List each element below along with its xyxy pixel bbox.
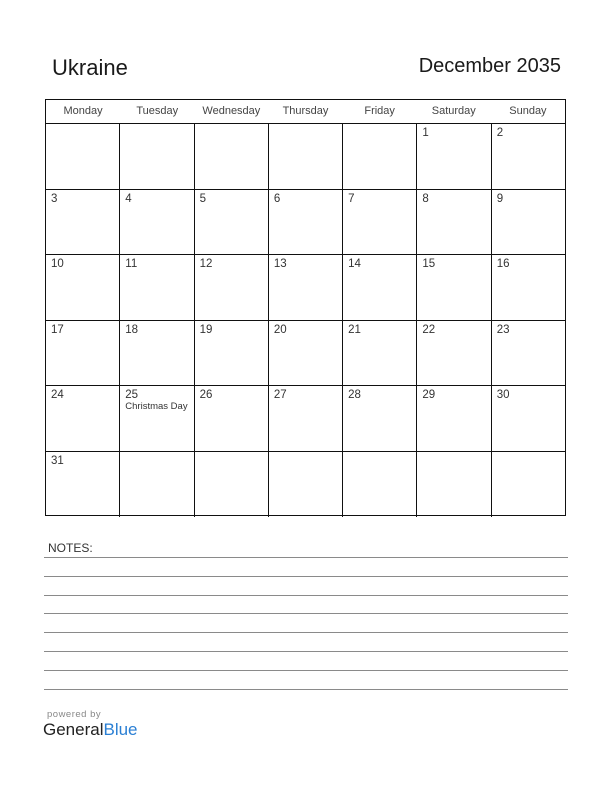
day-number: 10 — [51, 258, 64, 270]
notes-line — [44, 670, 568, 671]
day-cell — [46, 452, 120, 518]
day-number: 2 — [496, 127, 504, 139]
day-cell — [492, 386, 565, 451]
day-cell — [46, 190, 120, 255]
week-row — [46, 255, 565, 321]
day-cell — [46, 255, 120, 320]
week-row — [46, 452, 565, 518]
day-number: 5 — [199, 192, 206, 205]
day-number: 23 — [496, 323, 510, 336]
notes-line — [44, 557, 568, 558]
day-cell — [417, 321, 491, 386]
day-number: 19 — [199, 323, 213, 336]
day-cell — [417, 190, 491, 255]
day-number: 17 — [51, 323, 64, 336]
weekday-wednesday: Wednesday — [202, 105, 261, 117]
day-cell — [120, 190, 194, 255]
day-cell — [195, 255, 269, 320]
day-cell — [417, 255, 491, 320]
weekday-saturday: Saturday — [431, 105, 476, 117]
day-cell — [343, 452, 417, 518]
day-cell — [417, 452, 491, 518]
day-cell — [269, 255, 343, 320]
day-number: 12 — [199, 258, 213, 270]
day-number: 6 — [273, 192, 281, 205]
week-row — [46, 386, 565, 452]
generalblue-logo — [43, 720, 138, 740]
weekday-tuesday: Tuesday — [136, 105, 179, 117]
day-number: 28 — [348, 389, 361, 401]
holiday-label: Christmas Day — [125, 401, 188, 412]
day-number: 31 — [51, 454, 64, 467]
day-number: 20 — [273, 323, 287, 336]
day-cell — [195, 190, 269, 255]
day-cell — [269, 386, 343, 451]
day-number: 8 — [422, 192, 429, 205]
day-cell — [343, 386, 417, 451]
day-cell — [120, 386, 194, 451]
day-number: 26 — [199, 389, 213, 401]
day-cell — [417, 386, 491, 451]
day-cell — [269, 321, 343, 386]
notes-line — [44, 651, 568, 652]
day-number: 11 — [125, 258, 138, 270]
day-number: 25 — [125, 389, 139, 401]
month-year-title: December 2035 — [418, 55, 561, 77]
week-row — [46, 321, 565, 387]
notes-line — [44, 576, 568, 577]
day-number: 30 — [496, 389, 510, 401]
day-number: 15 — [422, 258, 436, 270]
day-cell — [492, 190, 565, 255]
day-number: 4 — [125, 192, 132, 205]
day-number: 29 — [422, 389, 436, 401]
day-cell — [195, 452, 269, 518]
day-cell — [343, 255, 417, 320]
notes-line — [44, 595, 568, 596]
day-number: 1 — [422, 127, 429, 139]
notes-line — [44, 632, 568, 633]
brand-blue: Blue — [103, 720, 138, 739]
weekday-sunday: Sunday — [509, 105, 547, 117]
day-cell — [46, 386, 120, 451]
day-cell — [120, 124, 194, 189]
day-cell — [195, 321, 269, 386]
powered-by-text: powered by — [47, 709, 102, 720]
day-cell — [269, 190, 343, 255]
notes-line — [44, 613, 568, 614]
day-cell — [120, 255, 194, 320]
day-cell — [343, 321, 417, 386]
day-number: 24 — [51, 389, 64, 401]
day-number: 13 — [273, 258, 287, 270]
day-number: 27 — [273, 389, 287, 401]
week-row — [46, 190, 565, 256]
week-row — [46, 124, 565, 190]
day-cell — [46, 321, 120, 386]
weekday-monday: Monday — [63, 105, 103, 117]
day-number: 7 — [348, 192, 355, 205]
notes-line — [44, 689, 568, 690]
day-cell — [120, 321, 194, 386]
day-cell — [195, 386, 269, 451]
day-cell — [269, 124, 343, 189]
day-cell — [46, 124, 120, 189]
day-number: 16 — [496, 258, 510, 270]
day-cell — [492, 321, 565, 386]
weekday-friday: Friday — [364, 105, 395, 117]
day-number: 9 — [496, 192, 504, 205]
day-number: 14 — [348, 258, 361, 270]
day-cell — [417, 124, 491, 189]
day-cell — [343, 190, 417, 255]
notes-label: NOTES: — [48, 541, 93, 555]
day-cell — [120, 452, 194, 518]
calendar-grid — [45, 99, 566, 516]
day-number: 18 — [125, 323, 139, 336]
day-number: 3 — [51, 192, 58, 205]
day-cell — [343, 124, 417, 189]
day-cell — [492, 124, 565, 189]
day-cell — [492, 255, 565, 320]
brand-general: General — [43, 720, 104, 739]
weekday-header — [46, 100, 565, 124]
country-title: Ukraine — [52, 55, 128, 80]
day-cell — [492, 452, 565, 518]
weekday-thursday: Thursday — [282, 105, 329, 117]
day-number: 22 — [422, 323, 436, 336]
day-cell — [195, 124, 269, 189]
day-number: 21 — [348, 323, 361, 336]
day-cell — [269, 452, 343, 518]
